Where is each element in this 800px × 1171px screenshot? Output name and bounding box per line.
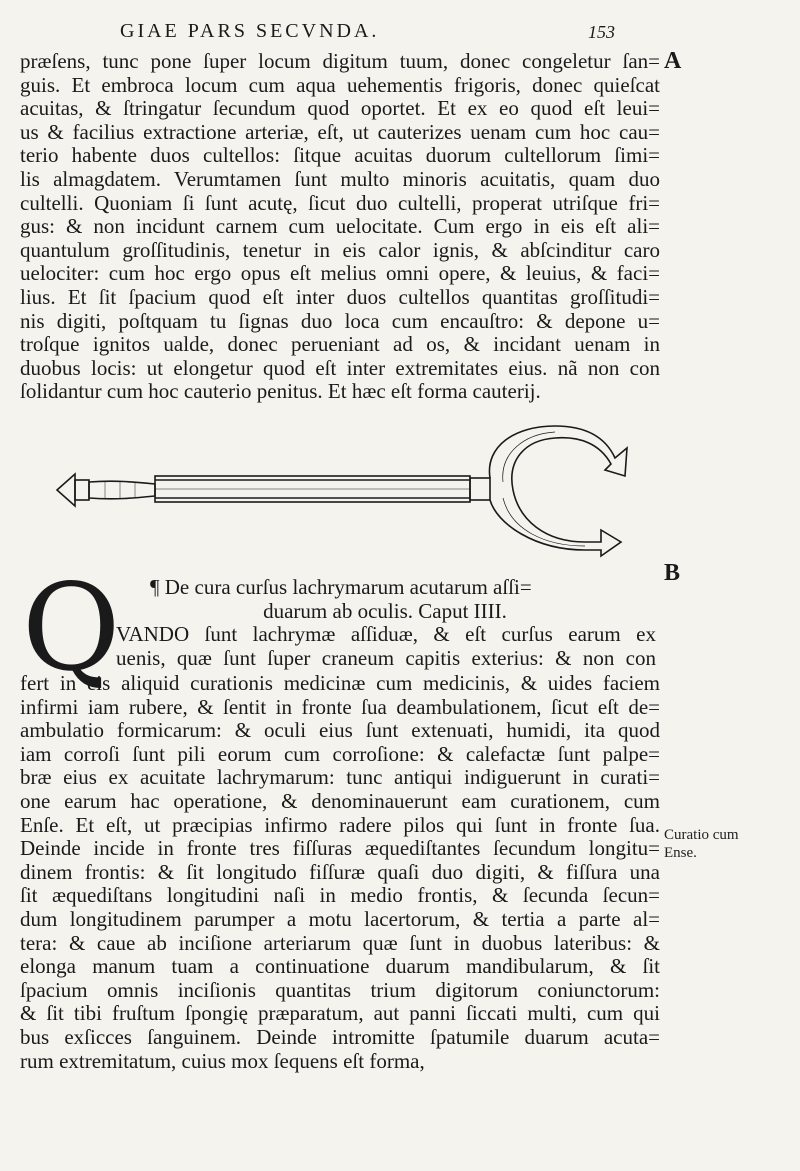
text-line: quantulum groſſitudinis, tenetur in eis calor ignis, & abſcinditur caro: [20, 237, 660, 262]
paragraph-cautery: [20, 50, 660, 404]
text-line: Deinde incide in fronte tres fiſſuras æquediſtantes ſecundum longitu=: [20, 836, 660, 861]
chapter-opening-lines: [116, 622, 656, 669]
running-title: GIAE PARS SECVNDA.: [120, 20, 380, 42]
chapter-heading-line-2: duarum ab oculis. Caput IIII.: [263, 599, 507, 623]
text-line: duobus locis: ut elongetur quod eſt inter extremitates eius. nã non con: [20, 355, 660, 380]
page-number: 153: [588, 22, 615, 42]
text-line: iam corroſi ſunt pili eorum cum corroſione: & calefactæ ſunt palpe=: [20, 741, 660, 766]
text-line: elonga manum tuam a continuatione duarum mandibularum, & ſit: [20, 954, 660, 979]
margin-gloss-line-1: Curatio cum: [664, 827, 739, 843]
text-line: lius. Et ſit ſpacium quod eſt inter duos cultellos quantitas groſſitudi=: [20, 284, 660, 309]
paragraph-lachrymae: [20, 672, 660, 1073]
pilcrow-icon: ¶: [150, 575, 165, 599]
text-line: cultelli. Quoniam ſi ſunt acutę, ſicut duo cultelli, properat utriſque fri=: [20, 190, 660, 215]
text-line: gus: & non incidunt carnem cum uelocitate. Cum ergo in eis eſt ali=: [20, 214, 660, 239]
text-line: Enſe. Et eſt, ut præcipias infirmo radere pilos qui ſunt in fronte ſua.: [20, 812, 660, 837]
text-line: rum extremitatum, cuius mox ſequens eſt forma,: [20, 1048, 425, 1073]
text-line: acuitas, & ſtringatur ſecundum quod oportet. Et ex eo quod eſt leui=: [20, 96, 660, 121]
drop-capital: Q: [22, 559, 121, 698]
text-line: fert in eis aliquid curationis medicinæ cum medicinis, & uides faciem: [20, 671, 660, 695]
text-line: infirmi iam rubere, & ſentit in fronte ſua deambulationem, ſicut eſt de=: [20, 694, 660, 719]
chapter-first-line: VANDO ſunt lachrymæ aſſiduæ, & eſt curſus earum ex: [116, 622, 656, 646]
chapter-heading: [150, 575, 620, 623]
text-line: guis. Et embroca locum cum aqua uehementis frigoris, donec quieſcat: [20, 72, 660, 97]
cautery-instrument-illustration: [45, 418, 635, 568]
text-line: tera: & caue ab inciſione arteriarum quæ ſunt in duobus lateribus: &: [20, 930, 660, 955]
text-line: dum longitudinem parumper a motu lacertorum, & tertia a parte al=: [20, 906, 660, 931]
text-line: bræ eius ex acuitate lachrymarum: tunc antiqui indiguerunt in curati=: [20, 765, 660, 790]
text-line: uelociter: cum hoc ergo opus eſt melius omni opere, & leuius, & faci=: [20, 261, 660, 286]
text-line: troſque ignitos ualde, donec perueniant ad os, & incidant uenam in: [20, 332, 660, 357]
text-line: lis almagdatem. Verumtamen ſunt multo minoris acuitatis, quam duo: [20, 166, 660, 191]
text-line: ſpacium omnis inciſionis quantitas trium digitorum coniunctorum:: [20, 977, 660, 1002]
margin-gloss: [664, 826, 739, 862]
text-line: ambulatio formicarum: & oculi eius ſunt extenuati, humidi, ita quod: [20, 718, 660, 743]
text-line: nis digiti, poſtquam tu ſignas duo loca cum encauſtro: & depone u=: [20, 308, 660, 333]
margin-gloss-line-2: Ense.: [664, 845, 697, 861]
text-line: terio habente duos cultellos: ſitque acuitas duorum cultellorum ſimi=: [20, 143, 660, 168]
text-line: us & facilius extractione arteriæ, eſt, ut cauterizes uenam cum hoc cau=: [20, 119, 660, 144]
margin-letter-b: B: [664, 560, 681, 586]
margin-letter-a: A: [664, 48, 682, 74]
text-line: bus exſicces ſanguinem. Deinde intromitte ſpatumile duarum acuta=: [20, 1024, 660, 1049]
text-line: one earum hac operatione, & denominauerunt eam curationem, cum: [20, 788, 660, 813]
chapter-heading-text-1: De cura curſus lachrymarum acutarum aſſi=: [164, 575, 532, 599]
chapter-heading-line-1: [150, 575, 620, 599]
text-line: præſens, tunc pone ſuper locum digitum tuum, donec congeletur ſan=: [20, 49, 660, 73]
chapter-second-line: uenis, quæ ſunt ſuper craneum capitis exterius: & non con: [116, 645, 656, 670]
text-line: ſit æquediſtans longitudini naſi in medio frontis, & ſecunda ſecun=: [20, 883, 660, 908]
text-line: ſolidantur cum hoc cauterio penitus. Et hæc eſt forma cauterij.: [20, 379, 541, 404]
text-line: & ſit tibi fruſtum ſpongię præparatum, aut panni ſiccati multi, cum qui: [20, 1001, 660, 1026]
text-line: dinem frontis: & ſit longitudo fiſſuræ quaſi duo digiti, & fiſſura una: [20, 859, 660, 884]
